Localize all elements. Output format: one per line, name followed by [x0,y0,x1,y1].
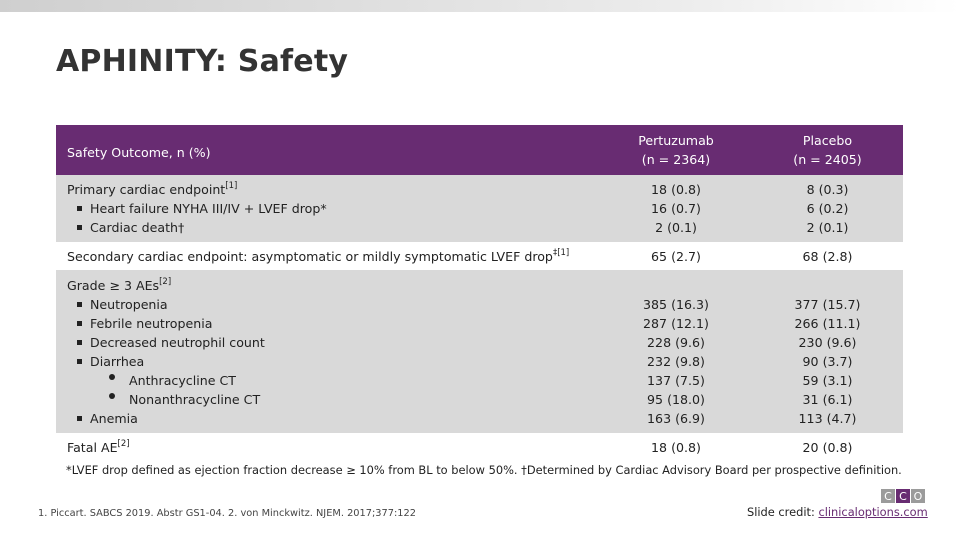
list-item-nested [67,371,600,390]
fatal-ae-placebo: 20 (0.8) [752,433,903,461]
header-placebo [752,125,903,175]
slide-title: APHINITY: Safety [56,44,349,79]
header-pertuzumab-name: Pertuzumab [638,133,714,148]
secondary-cardiac-pertuzumab: 65 (2.7) [600,242,752,270]
list-item [67,314,600,333]
item-label: Diarrhea [90,353,145,369]
fatal-ae-pertuzumab: 18 (0.8) [600,433,752,461]
primary-cardiac-text: Primary cardiac endpoint [67,182,226,197]
value: 31 (6.1) [802,391,853,407]
primary-cardiac-label [67,180,600,199]
fatal-ae-label [56,433,600,461]
list-item [67,333,600,352]
square-bullet-icon [77,416,82,421]
square-bullet-icon [77,340,82,345]
safety-table [56,125,903,461]
value: 16 (0.7) [651,201,701,216]
references: 1. Piccart. SABCS 2019. Abstr GS1-04. 2. von Minckwitz. NJEM. 2017;377:122 [38,508,417,519]
value: 18 (0.8) [651,182,701,197]
grade3-label [67,276,600,295]
header-pertuzumab-n: (n = 2364) [641,152,711,167]
value: 95 (18.0) [647,391,705,407]
primary-sub-cardiac-death [67,218,600,237]
item-label: Febrile neutropenia [90,315,213,331]
round-bullet-icon [109,393,115,399]
square-bullet-icon [77,359,82,364]
secondary-cardiac-placebo: 68 (2.8) [752,242,903,270]
table-row-primary-cardiac [56,175,903,242]
table-row-grade3-aes [56,270,903,433]
table-row-secondary-cardiac [56,242,903,270]
item-label: Nonanthracycline CT [129,391,261,407]
slide-credit-label: Slide credit: [747,505,815,519]
value: 6 (0.2) [806,201,849,216]
item-label: Decreased neutrophil count [90,334,265,350]
value: 385 (16.3) [643,296,709,312]
table-header-row [56,125,903,175]
clinical-care-options-logo [881,489,925,503]
value: 266 (11.1) [794,315,861,331]
grade3-pertuzumab [600,270,752,433]
logo-letter: O [913,490,923,503]
grade3-text: Grade ≥ 3 AEs [67,277,160,293]
square-bullet-icon [77,321,82,326]
logo-letter: C [884,490,892,503]
primary-cardiac-pertuzumab [600,175,752,242]
item-label: Anemia [90,410,138,426]
header-placebo-n: (n = 2405) [793,152,862,167]
value: 163 (6.9) [647,410,705,426]
primary-cardiac-label-cell [56,175,600,242]
value: 59 (3.1) [802,372,853,388]
value: 230 (9.6) [798,334,857,350]
header-outcome: Safety Outcome, n (%) [56,125,600,175]
primary-cardiac-ref: [1] [225,181,238,191]
value: 137 (7.5) [647,372,705,388]
fatal-ae-ref: [2] [117,438,130,449]
square-bullet-icon [77,206,82,211]
value: 90 (3.7) [802,353,853,369]
secondary-cardiac-text: Secondary cardiac endpoint: asymptomatic or mildly symptomatic LVEF drop [67,248,553,264]
header-placebo-name: Placebo [802,133,853,148]
value: 2 (0.1) [806,220,849,235]
round-bullet-icon [109,374,115,380]
value: 2 (0.1) [655,220,697,235]
secondary-cardiac-ref: ‡[1] [552,247,570,258]
table-row-fatal-ae [56,433,903,461]
heart-failure-text: Heart failure NYHA III/IV + LVEF drop* [90,201,327,216]
list-item [67,409,600,428]
grade3-ref: [2] [159,276,172,287]
header-pertuzumab [600,125,752,175]
value: 287 (12.1) [643,315,709,331]
value: 113 (4.7) [798,410,857,426]
clinicaloptions-link[interactable]: clinicaloptions.com [818,505,928,519]
cardiac-death-text: Cardiac death† [90,220,185,235]
grade3-label-cell [56,270,600,433]
square-bullet-icon [77,302,82,307]
fatal-ae-text: Fatal AE [67,439,118,455]
value: 8 (0.3) [806,182,849,197]
value: 232 (9.8) [647,353,705,369]
list-item [67,352,600,371]
top-decorative-bar [0,0,960,12]
primary-cardiac-placebo [752,175,903,242]
square-bullet-icon [77,225,82,230]
item-label: Anthracycline CT [129,372,236,388]
footnote: *LVEF drop defined as ejection fraction decrease ≥ 10% from BL to below 50%. †Determined by Cardiac Advisory Board per prospective definition. [66,463,902,477]
primary-sub-heart-failure [67,199,600,218]
value: 377 (15.7) [794,296,861,312]
slide-credit [747,505,928,519]
list-item-nested [67,390,600,409]
secondary-cardiac-label [56,242,600,270]
list-item [67,295,600,314]
grade3-placebo [752,270,903,433]
value: 228 (9.6) [647,334,705,350]
item-label: Neutropenia [90,296,168,312]
logo-letter: C [899,490,907,503]
